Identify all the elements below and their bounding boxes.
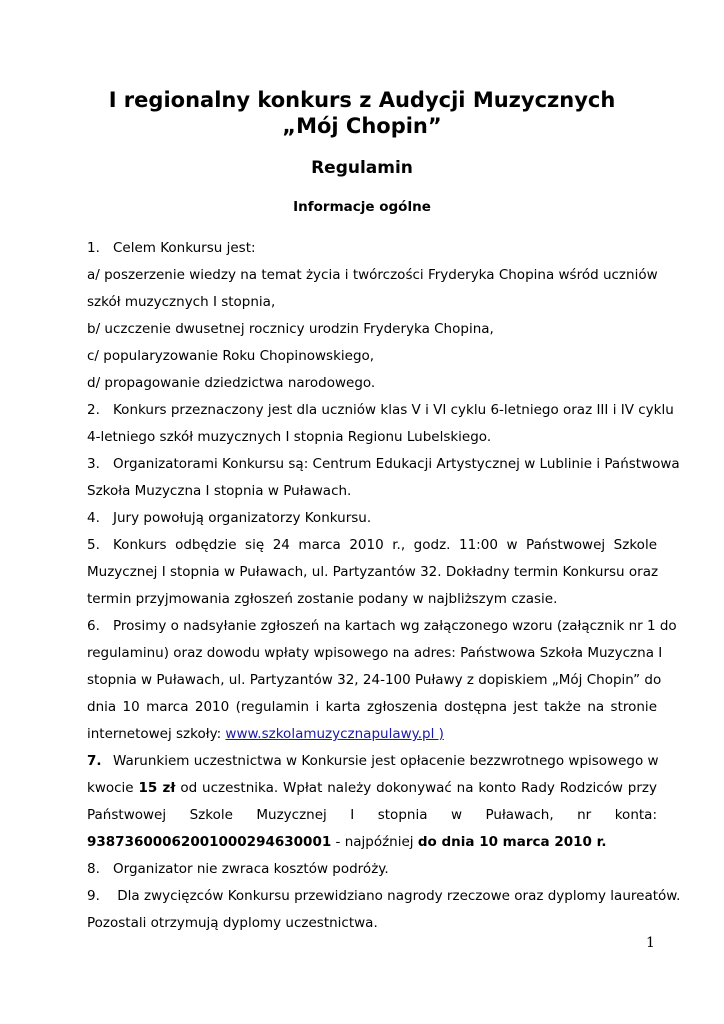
list-item-6: 6. Prosimy o nadsyłanie zgłoszeń na kartach wg załączonego wzoru (załącznik nr 1 do (87, 618, 677, 634)
goal-c: c/ popularyzowanie Roku Chopinowskiego, (87, 348, 375, 364)
list-item-5: 5. Konkurs odbędzie się 24 marca 2010 r., godz. 11:00 w Państwowej Szkole (87, 537, 657, 553)
list-item-3-cont: Szkoła Muzyczna I stopnia w Puławach. (87, 483, 352, 499)
list-item-5-cont-1: Muzycznej I stopnia w Puławach, ul. Partyzantów 32. Dokładny termin Konkursu oraz (87, 564, 659, 580)
list-item-5-cont-2: termin przyjmowania zgłoszeń zostanie podany w najbliższym czasie. (87, 591, 558, 607)
goal-b: b/ uczczenie dwusetnej rocznicy urodzin Fryderyka Chopina, (87, 321, 494, 337)
list-item-4: 4. Jury powołują organizatorzy Konkursu. (87, 510, 372, 526)
list-item-9-cont: Pozostali otrzymują dyplomy uczestnictwa. (87, 915, 378, 931)
list-item-7-cont-2: Państwowej Szkole Muzycznej I stopnia w Puławach, nr konta: (87, 807, 657, 823)
list-item-6-cont-4: internetowej szkoły: www.szkolamuzycznapulawy.pl ) (87, 726, 444, 742)
school-website-link[interactable]: www.szkolamuzycznapulawy.pl ) (225, 726, 444, 742)
regulations-body (87, 235, 681, 937)
title-line-2: „Mój Chopin” (282, 114, 442, 138)
list-item-9: 9. Dla zwycięzców Konkursu przewidziano nagrody rzeczowe oraz dyplomy laureatów. (87, 888, 681, 904)
list-item-2: 2. Konkurs przeznaczony jest dla uczniów klas V i VI cyklu 6-letniego oraz III i IV cyklu (87, 402, 674, 418)
payment-deadline: do dnia 10 marca 2010 r. (417, 834, 607, 850)
list-item-2-cont: 4-letniego szkół muzycznych I stopnia Regionu Lubelskiego. (87, 429, 492, 445)
entry-fee: 15 zł (138, 780, 176, 796)
title-line-1: I regionalny konkurs z Audycji Muzycznych (108, 88, 616, 112)
bank-account-number: 93873600062001000294630001 (87, 834, 332, 850)
section-heading: Informacje ogólne (293, 199, 431, 215)
list-item-6-cont-3: dnia 10 marca 2010 (regulamin i karta zgłoszenia dostępna jest także na stronie (87, 699, 657, 715)
list-item-1: 1. Celem Konkursu jest: (87, 240, 256, 256)
goal-a-line-2: szkół muzycznych I stopnia, (87, 294, 276, 310)
goal-a-line-1: a/ poszerzenie wiedzy na temat życia i twórczości Fryderyka Chopina wśród uczniów (87, 267, 658, 283)
goal-d: d/ propagowanie dziedzictwa narodowego. (87, 375, 376, 391)
list-item-7: 7. Warunkiem uczestnictwa w Konkursie jest opłacenie bezzwrotnego wpisowego w (87, 753, 659, 769)
list-item-6-cont-1: regulaminu) oraz dowodu wpłaty wpisowego na adres: Państwowa Szkoła Muzyczna I (87, 645, 663, 661)
list-item-7-cont-1: kwocie 15 zł od uczestnika. Wpłat należy dokonywać na konto Rady Rodziców przy (87, 780, 658, 796)
list-item-8: 8. Organizator nie zwraca kosztów podróży. (87, 861, 389, 877)
subtitle: Regulamin (311, 158, 413, 178)
list-item-6-cont-2: stopnia w Puławach, ul. Partyzantów 32, 24-100 Puławy z dopiskiem „Mój Chopin” do (87, 672, 662, 688)
list-item-3: 3. Organizatorami Konkursu są: Centrum Edukacji Artystycznej w Lublinie i Państwowa (87, 456, 680, 472)
list-item-7-cont-3: 93873600062001000294630001 - najpóźniej do dnia 10 marca 2010 r. (87, 834, 607, 850)
page-number: 1 (646, 935, 655, 951)
